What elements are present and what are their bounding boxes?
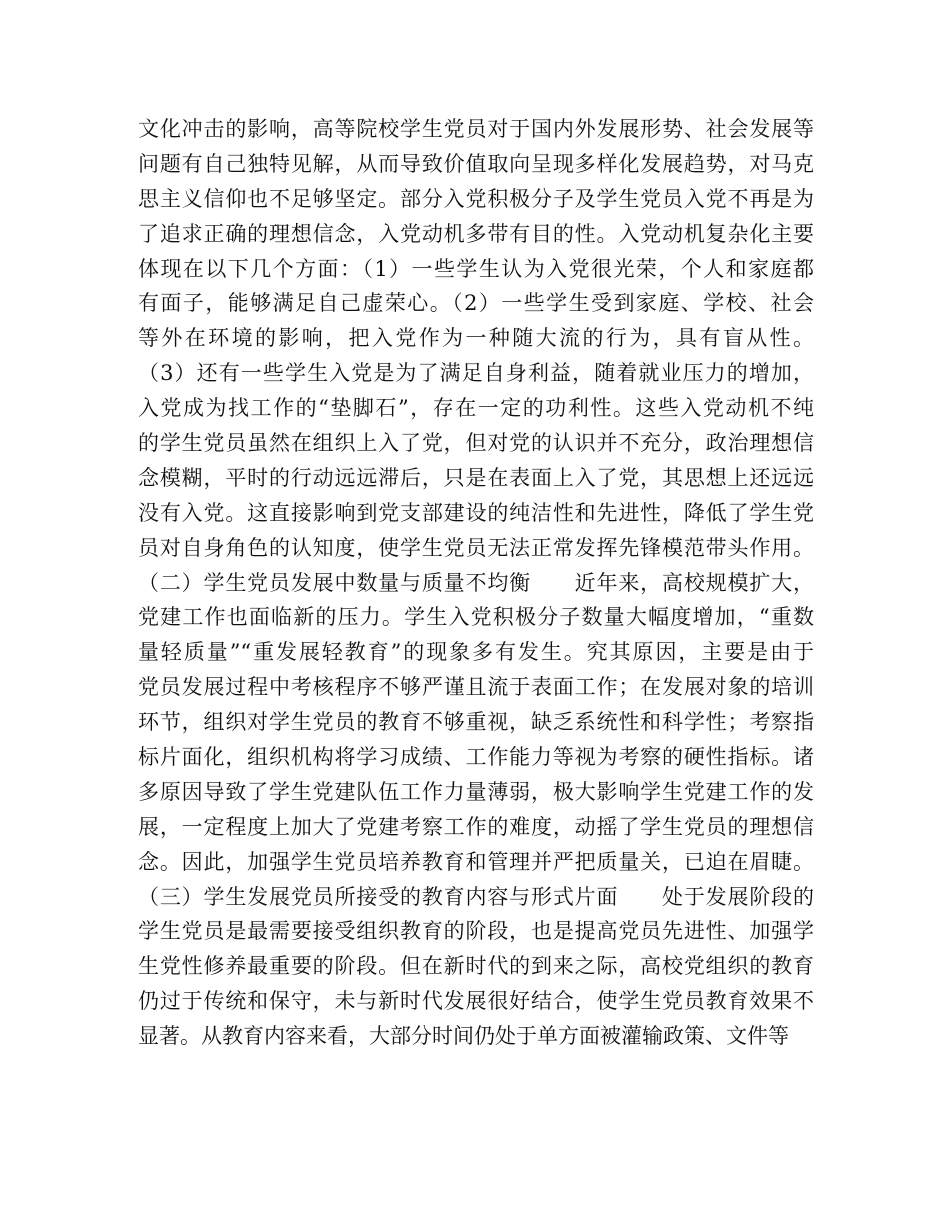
- text-line: 多原因导致了学生党建队伍工作力量薄弱，极大影响学生党建工作的发: [138, 779, 814, 804]
- text-line: （二）学生党员发展中数量与质量不均衡 近年来，高校规模扩大，: [138, 570, 814, 595]
- text-line: 员对自身角色的认知度，使学生党员无法正常发挥先锋模范带头作用。: [138, 535, 814, 560]
- text-line: 环节，组织对学生党员的教育不够重视，缺乏系统性和科学性；考察指: [138, 710, 814, 735]
- text-line: 标片面化，组织机构将学习成绩、工作能力等视为考察的硬性指标。诸: [138, 745, 814, 770]
- text-line: 念。因此，加强学生党员培养教育和管理并严把质量关，已迫在眉睫。: [138, 849, 814, 874]
- text-line: 的学生党员虽然在组织上入了党，但对党的认识并不充分，政治理想信: [138, 431, 814, 456]
- text-line: 念模糊，平时的行动远远滞后，只是在表面上入了党，其思想上还远远: [138, 465, 814, 490]
- text-line: 了追求正确的理想信念，入党动机多带有目的性。入党动机复杂化主要: [138, 221, 814, 246]
- text-line: 显著。从教育内容来看，大部分时间仍处于单方面被灌输政策、文件等: [138, 1024, 789, 1049]
- text-line: 党建工作也面临新的压力。学生入党积极分子数量大幅度增加，“重数: [138, 605, 814, 630]
- text-line: 没有入党。这直接影响到党支部建设的纯洁性和先进性，降低了学生党: [138, 500, 814, 525]
- text-line: 学生党员是最需要接受组织教育的阶段，也是提高党员先进性、加强学: [138, 919, 814, 944]
- text-line: 入党成为找工作的“垫脚石”，存在一定的功利性。这些入党动机不纯: [138, 396, 814, 421]
- text-line: 问题有自己独特见解，从而导致价值取向呈现多样化发展趋势，对马克: [138, 151, 814, 176]
- text-line: （3）还有一些学生入党是为了满足自身利益，随着就业压力的增加，: [138, 361, 814, 386]
- text-line: （三）学生发展党员所接受的教育内容与形式片面 处于发展阶段的: [138, 884, 814, 909]
- text-line: 思主义信仰也不足够坚定。部分入党积极分子及学生党员入党不再是为: [138, 186, 814, 211]
- text-line: 生党性修养最重要的阶段。但在新时代的到来之际，高校党组织的教育: [138, 954, 814, 979]
- text-line: 党员发展过程中考核程序不够严谨且流于表面工作；在发展对象的培训: [138, 675, 814, 700]
- text-line: 文化冲击的影响，高等院校学生党员对于国内外发展形势、社会发展等: [138, 117, 814, 141]
- text-line: 仍过于传统和保守，未与新时代发展很好结合，使学生党员教育效果不: [138, 989, 814, 1014]
- text-line: 量轻质量”“重发展轻教育”的现象多有发生。究其原因，主要是由于: [138, 640, 814, 665]
- text-line: 体现在以下几个方面：（1）一些学生认为入党很光荣，个人和家庭都: [138, 256, 814, 281]
- text-line: 等外在环境的影响，把入党作为一种随大流的行为，具有盲从性。: [138, 326, 814, 351]
- text-line: 有面子，能够满足自己虚荣心。（2）一些学生受到家庭、学校、社会: [138, 291, 814, 316]
- body-text: [138, 112, 814, 1054]
- text-line: 展，一定程度上加大了党建考察工作的难度，动摇了学生党员的理想信: [138, 814, 814, 839]
